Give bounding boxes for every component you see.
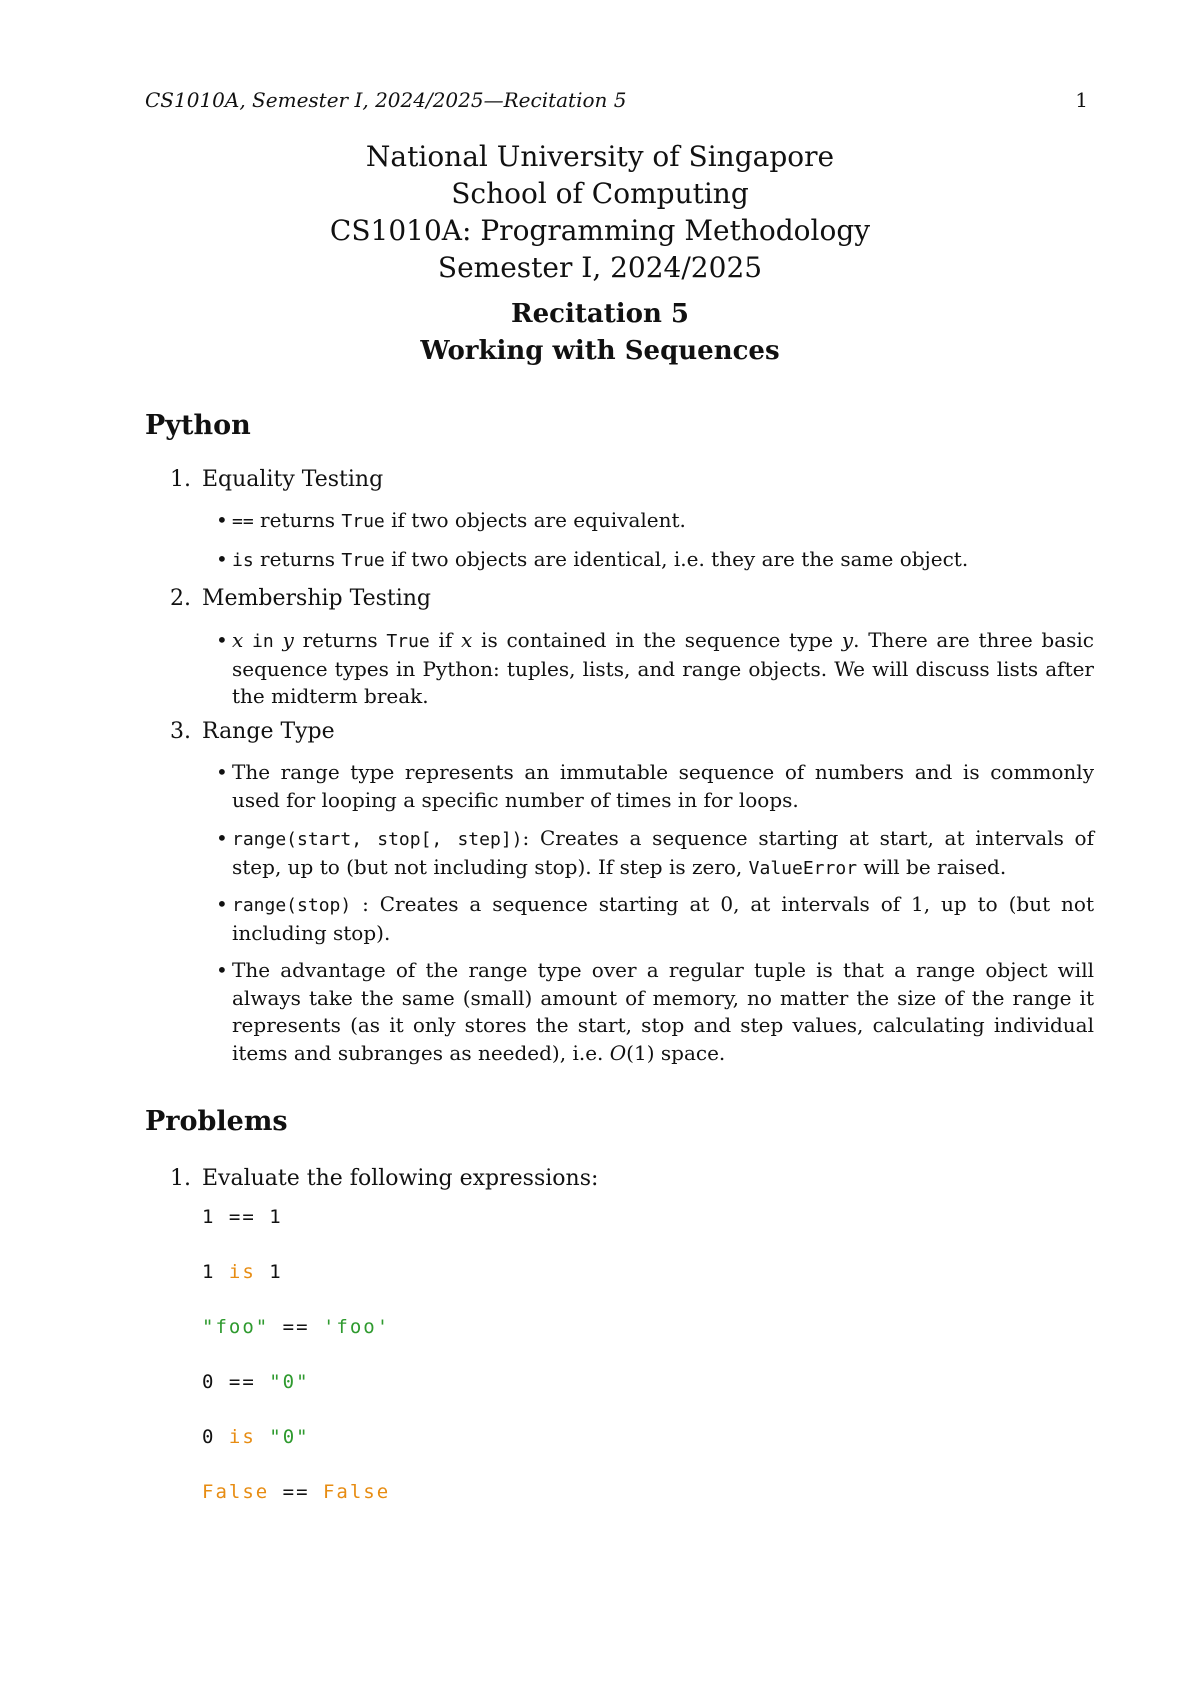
running-title: CS1010A, Semester I, 2024/2025—Recitation 5 <box>145 88 627 112</box>
bullet-dot: • <box>216 628 228 652</box>
item-title-text: Membership Testing <box>202 586 432 611</box>
item-title-text: Equality Testing <box>202 467 384 492</box>
code-eq: == <box>232 511 254 532</box>
item-number: 1. <box>170 467 191 492</box>
expression-line <box>202 1371 310 1393</box>
bullet-text: space. <box>654 1040 726 1065</box>
bullet-text: if <box>429 628 462 652</box>
item-number: 3. <box>170 719 191 744</box>
expression-line <box>202 1206 283 1228</box>
expression-line <box>202 1426 310 1448</box>
item-title-text: Range Type <box>202 719 335 744</box>
course-name: CS1010A: Programming Methodology <box>329 214 871 247</box>
code-token: 1 <box>255 1261 283 1283</box>
code-is: is <box>232 550 254 571</box>
big-o-arg: (1) <box>626 1040 655 1065</box>
bullet-dot: • <box>216 892 228 916</box>
code-keyword: is <box>228 1261 256 1283</box>
title-block <box>0 138 1200 286</box>
code-keyword: is <box>228 1426 256 1448</box>
code-true: True <box>386 631 430 652</box>
code-string: "foo" <box>202 1316 270 1338</box>
python-item-3-title <box>170 719 335 744</box>
expression-line <box>202 1316 390 1338</box>
item-title-text: Evaluate the following expressions: <box>202 1166 599 1191</box>
running-header <box>145 88 1088 112</box>
code-token <box>215 1426 228 1448</box>
bullet-dot: • <box>216 958 228 982</box>
code-token: == <box>269 1316 323 1338</box>
code-true: True <box>341 511 385 532</box>
python-heading: Python <box>145 410 251 441</box>
bullet-text: will be raised. <box>857 854 1007 879</box>
code-keyword: False <box>322 1481 391 1503</box>
code-token: 1 <box>202 1206 216 1228</box>
code-token: == <box>215 1206 270 1228</box>
var-x: x <box>461 628 473 652</box>
bullet-text: if two objects are identical, i.e. they are the same object. <box>384 547 969 571</box>
bullet-text: The range type represents an immutable sequence of numbers and is commonly used for looping a specific number of times in for loops. <box>232 760 1094 812</box>
bullet-dot: • <box>216 508 228 532</box>
code-keyword: False <box>202 1481 270 1503</box>
code-true: True <box>341 550 385 571</box>
semester: Semester I, 2024/2025 <box>437 251 763 284</box>
code-string: 'foo' <box>322 1316 391 1338</box>
bullet-text: returns <box>253 547 342 571</box>
big-o: O <box>609 1040 627 1065</box>
recitation-block <box>0 296 1200 370</box>
problem-1-title <box>170 1166 598 1191</box>
code-valueerror: ValueError <box>748 857 858 879</box>
item-number: 2. <box>170 586 191 611</box>
bullet-range-advantage <box>216 957 1094 1067</box>
item-number: 1. <box>170 1166 191 1191</box>
code-range-signature: range(start, stop[, step]) <box>232 829 523 850</box>
var-y: y <box>841 628 854 652</box>
code-token: == <box>215 1371 270 1393</box>
expression-line <box>202 1481 390 1503</box>
bullet-dot: • <box>216 760 228 784</box>
code-string: "0" <box>269 1371 310 1393</box>
bullet-equality-is <box>216 546 1094 575</box>
bullet-text: returns <box>293 628 387 652</box>
code-token: 1 <box>269 1206 283 1228</box>
code-token <box>256 1426 269 1448</box>
code-token: 0 <box>202 1371 216 1393</box>
page-number: 1 <box>1075 88 1088 112</box>
bullet-range-start-stop-step <box>216 825 1095 882</box>
school-name: School of Computing <box>451 177 749 210</box>
code-token <box>215 1261 228 1283</box>
bullet-text: if two objects are equivalent. <box>384 508 686 532</box>
problems-heading: Problems <box>145 1106 288 1137</box>
bullet-range-description <box>216 759 1094 814</box>
bullet-dot: • <box>216 547 228 571</box>
recitation-title: Recitation 5 <box>511 299 689 329</box>
code-token: 0 <box>202 1426 216 1448</box>
university-name: National University of Singapore <box>365 140 835 173</box>
code-string: "0" <box>269 1426 310 1448</box>
bullet-membership <box>216 627 1095 711</box>
code-token: == <box>269 1481 323 1503</box>
bullet-text: The advantage of the range type over a regular tuple is that a range object will always take the same (small) amount of memory, no matter the size of the range it represents (as it only stores the start, stop and step values, calculating individual items and subranges as needed), i.e. <box>232 958 1094 1065</box>
bullet-dot: • <box>216 826 228 850</box>
expression-line <box>202 1261 283 1283</box>
recitation-subtitle: Working with Sequences <box>420 336 780 366</box>
python-item-2-title <box>170 586 431 611</box>
var-x: x <box>232 628 244 652</box>
python-item-1-title <box>170 467 383 492</box>
bullet-text: : Creates a sequence starting at 0, at intervals of 1, up to (but not including stop). <box>232 892 1094 945</box>
bullet-text: : Creates a sequence starting at start, at intervals of step, up to (but not including stop). If step is zero, <box>232 826 1095 879</box>
code-in: in <box>252 631 274 652</box>
var-y: y <box>282 628 294 652</box>
bullet-text: . There are three basic sequence types in Python: tuples, lists, and range objects. We will discuss lists after the midterm break. <box>232 628 1095 708</box>
bullet-text: is contained in the sequence type <box>472 628 842 652</box>
code-range-stop: range(stop) <box>232 895 352 916</box>
bullet-equality-eq <box>216 507 1094 536</box>
code-token: 1 <box>202 1261 216 1283</box>
bullet-text: returns <box>253 508 342 532</box>
bullet-range-stop <box>216 891 1094 947</box>
